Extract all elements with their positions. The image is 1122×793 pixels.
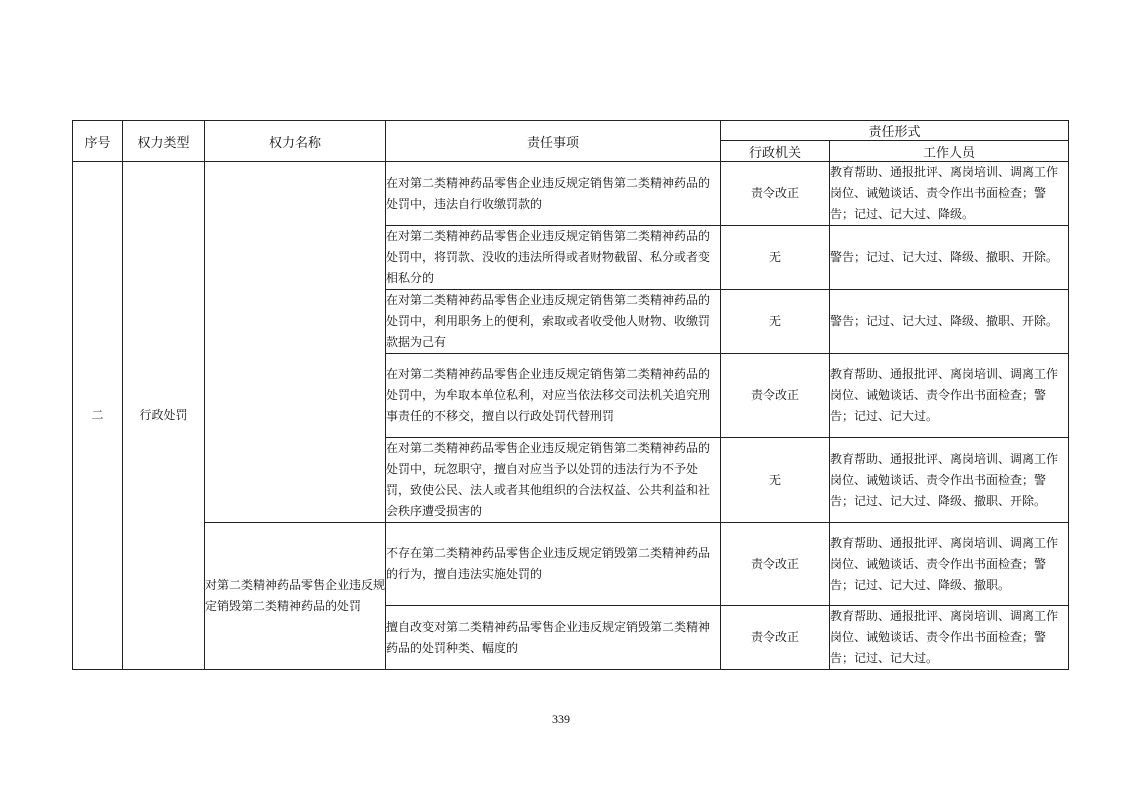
header-matter: 责任事项 [386,121,721,162]
matter-cell: 擅自改变对第二类精神药品零售企业违反规定销毁第二类精神药品的处罚种类、幅度的 [386,606,721,670]
admin-cell: 责令改正 [721,606,830,670]
power-name-cell: 对第二类精神药品零售企业违反规定销毁第二类精神药品的处罚 [205,523,386,670]
table-row [73,523,1069,606]
header-seq: 序号 [73,121,123,162]
matter-cell: 在对第二类精神药品零售企业违反规定销售第二类精神药品的处罚中，将罚款、没收的违法所得或者财物截留、私分或者变相私分的 [386,226,721,290]
header-form: 责任形式 [721,121,1069,141]
admin-cell: 无 [721,438,830,523]
admin-cell: 责令改正 [721,354,830,438]
admin-cell: 责令改正 [721,523,830,606]
admin-cell: 无 [721,290,830,354]
header-staff: 工作人员 [830,141,1069,162]
admin-cell: 无 [721,226,830,290]
staff-cell: 教育帮助、通报批评、离岗培训、调离工作岗位、诫勉谈话、责令作出书面检查；警告；记过、记大过、降级、撤职。 [830,523,1069,606]
admin-cell: 责令改正 [721,162,830,226]
staff-cell: 警告；记过、记大过、降级、撤职、开除。 [830,290,1069,354]
staff-cell: 教育帮助、通报批评、离岗培训、调离工作岗位、诫勉谈话、责令作出书面检查；警告；记过、记大过。 [830,354,1069,438]
power-type-cell: 行政处罚 [123,162,205,670]
page-number: 339 [552,712,570,726]
matter-cell: 在对第二类精神药品零售企业违反规定销售第二类精神药品的处罚中，为牟取本单位私利，对应当依法移交司法机关追究刑事责任的不移交，擅自以行政处罚代替刑罚 [386,354,721,438]
staff-cell: 警告；记过、记大过、降级、撤职、开除。 [830,226,1069,290]
staff-cell: 教育帮助、通报批评、离岗培训、调离工作岗位、诫勉谈话、责令作出书面检查；警告；记过、记大过、降级。 [830,162,1069,226]
staff-cell: 教育帮助、通报批评、离岗培训、调离工作岗位、诫勉谈话、责令作出书面检查；警告；记过、记大过。 [830,606,1069,670]
matter-cell: 在对第二类精神药品零售企业违反规定销售第二类精神药品的处罚中，玩忽职守，擅自对应当予以处罚的违法行为不予处罚，致使公民、法人或者其他组织的合法权益、公共利益和社会秩序遭受损害的 [386,438,721,523]
header-power-type: 权力类型 [123,121,205,162]
power-name-cell-empty [205,162,386,523]
header-admin: 行政机关 [721,141,830,162]
matter-cell: 不存在第二类精神药品零售企业违反规定销毁第二类精神药品的行为，擅自违法实施处罚的 [386,523,721,606]
header-power-name: 权力名称 [205,121,386,162]
table-row [73,162,1069,226]
seq-cell: 二 [73,162,123,670]
matter-cell: 在对第二类精神药品零售企业违反规定销售第二类精神药品的处罚中，违法自行收缴罚款的 [386,162,721,226]
matter-cell: 在对第二类精神药品零售企业违反规定销售第二类精神药品的处罚中，利用职务上的便利，索取或者收受他人财物、收缴罚款据为己有 [386,290,721,354]
responsibility-table [72,120,1069,670]
header-row [73,121,1069,141]
staff-cell: 教育帮助、通报批评、离岗培训、调离工作岗位、诫勉谈话、责令作出书面检查；警告；记过、记大过、降级、撤职、开除。 [830,438,1069,523]
